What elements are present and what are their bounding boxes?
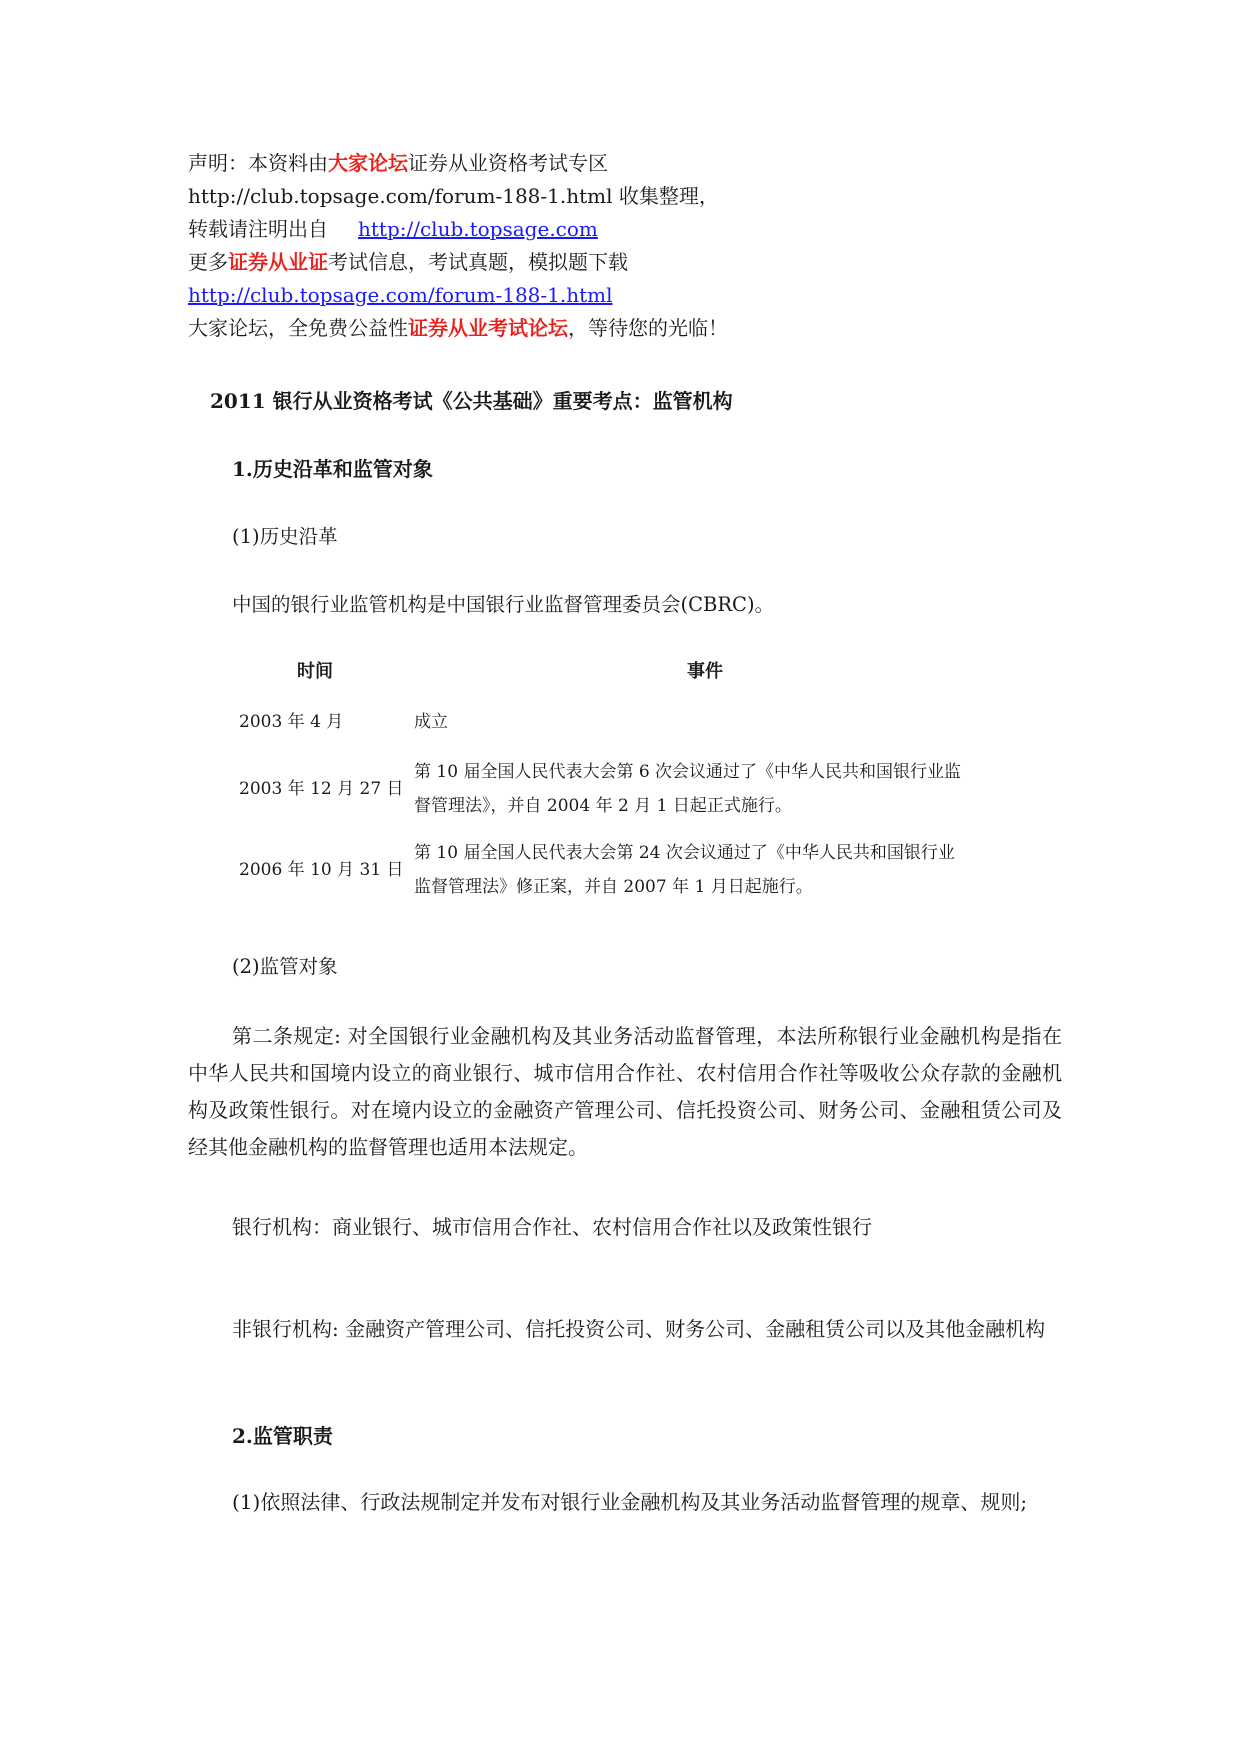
declaration-line-1	[188, 147, 608, 180]
declaration-text: 考试信息，考试真题，模拟题下载	[328, 250, 628, 274]
table-cell-event: 督管理法》，并自 2004 年 2 月 1 日起正式施行。	[414, 796, 792, 816]
table-header-time: 时间	[297, 661, 333, 682]
declaration-line-3	[188, 213, 598, 246]
table-cell-event: 第 10 届全国人民代表大会第 6 次会议通过了《中华人民共和国银行业监	[414, 762, 962, 782]
section-2-heading: 2.监管职责	[232, 1424, 333, 1448]
table-cell-date: 2003 年 12 月 27 日	[239, 779, 404, 799]
nonbank-institutions-text: 非银行机构: 金融资产管理公司、信托投资公司、财务公司、金融租赁公司以及其他金融机构	[232, 1317, 1046, 1341]
bank-institutions-text: 银行机构：商业银行、城市信用合作社、农村信用合作社以及政策性银行	[232, 1215, 872, 1239]
topsage-link[interactable]: http://club.topsage.com	[358, 217, 598, 241]
subheading-supervised-objects: (2)监管对象	[232, 955, 338, 978]
table-cell-date: 2003 年 4 月	[239, 712, 344, 732]
declaration-line-2: http://club.topsage.com/forum-188-1.html 收集整理，	[188, 184, 719, 208]
declaration-text: ，等待您的光临！	[568, 316, 728, 340]
duty-item-1: (1)依照法律、行政法规制定并发布对银行业金融机构及其业务活动监督管理的规章、规则;	[232, 1490, 1028, 1514]
table-cell-date: 2006 年 10 月 31 日	[239, 860, 404, 880]
declaration-line-6	[188, 312, 728, 345]
declaration-text: 转载请注明出自	[188, 217, 328, 241]
section-1-heading: 1.历史沿革和监管对象	[232, 457, 433, 481]
document-title: 2011 银行从业资格考试《公共基础》重要考点：监管机构	[210, 389, 733, 413]
intro-paragraph: 中国的银行业监管机构是中国银行业监督管理委员会(CBRC)。	[232, 593, 775, 616]
highlight-text: 证券从业考试论坛	[408, 316, 568, 340]
subheading-history: (1)历史沿革	[232, 525, 338, 548]
brand-name: 大家论坛	[328, 151, 408, 175]
table-header-event: 事件	[687, 661, 723, 682]
declaration-text: 证券从业资格考试专区	[408, 151, 608, 175]
table-cell-event: 监督管理法》修正案，并自 2007 年 1 月日起施行。	[414, 877, 813, 897]
declaration-text: 声明：本资料由	[188, 151, 328, 175]
table-cell-event: 成立	[414, 712, 448, 732]
highlight-text: 证券从业证	[228, 250, 328, 274]
table-cell-event: 第 10 届全国人民代表大会第 24 次会议通过了《中华人民共和国银行业	[414, 843, 955, 863]
declaration-text: 大家论坛，全免费公益性	[188, 316, 408, 340]
declaration-text: 更多	[188, 250, 228, 274]
article-paragraph: 第二条规定: 对全国银行业金融机构及其业务活动监督管理，本法所称银行业金融机构是指在中华人民共和国境内设立的商业银行、城市信用合作社、农村信用合作社等吸收公众存款的金融机构及政策性银行。对在境内设立的金融资产管理公司、信托投资公司、财务公司、金融租赁公司及经其他金融机构的监督管理也适用本法规定。	[188, 1024, 1062, 1159]
forum-link[interactable]: http://club.topsage.com/forum-188-1.html	[188, 283, 613, 307]
declaration-line-4	[188, 246, 628, 279]
